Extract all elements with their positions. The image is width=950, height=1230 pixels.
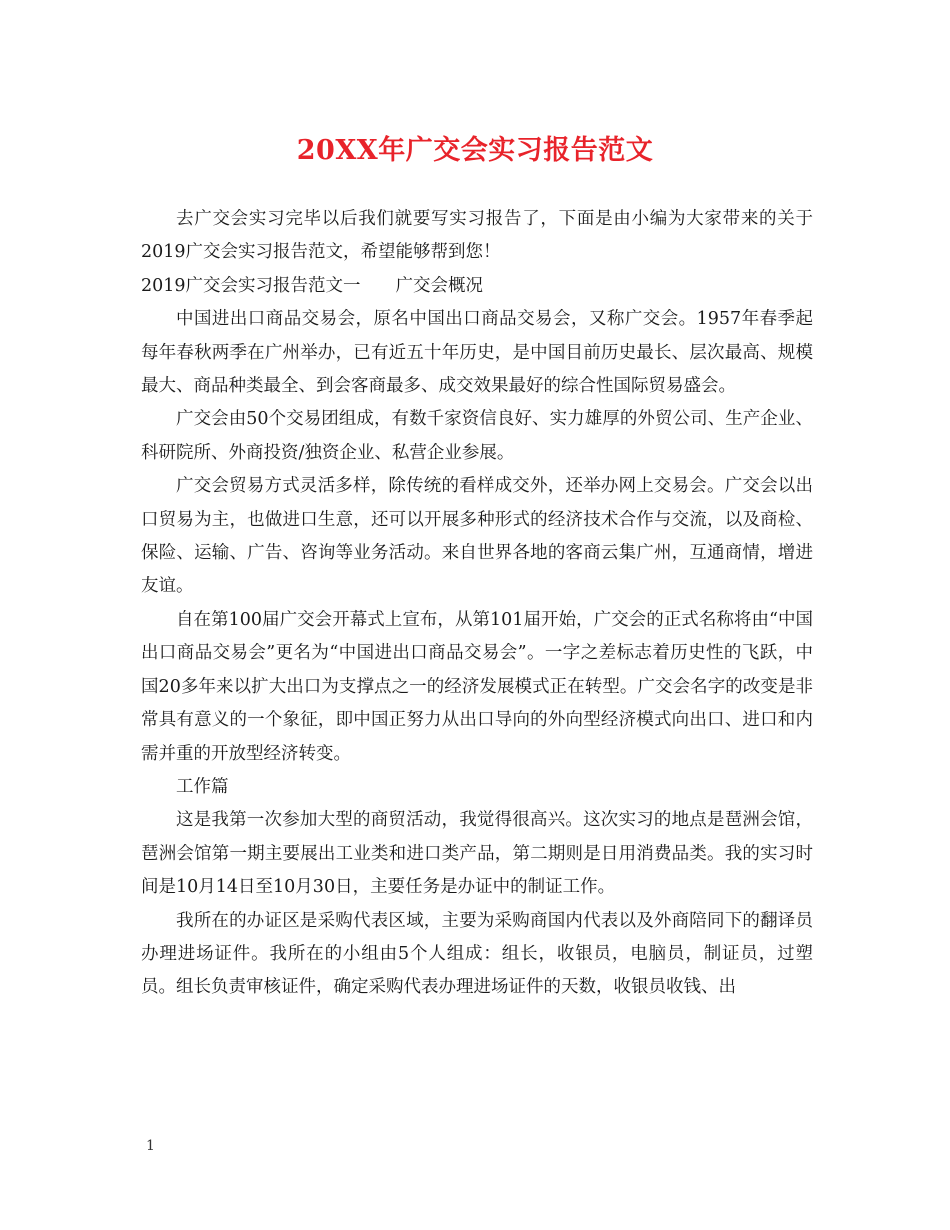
document-title: 20XX年广交会实习报告范文 <box>296 135 654 166</box>
paragraph-overview: 中国进出口商品交易会，原名中国出口商品交易会，又称广交会。1957年春季起每年春秋两季在广州举办，已有近五十年历史，是中国目前历史最长、层次最高、规模最大、商品种类最全、到会客商最多、成交效果最好的综合性国际贸易盛会。 <box>141 309 813 397</box>
paragraph-intro: 去广交会实习完毕以后我们就要写实习报告了，下面是由小编为大家带来的关于2019广交会实习报告范文，希望能够帮到您！ <box>141 209 813 263</box>
section-heading: 2019广交会实习报告范文一 广交会概况 <box>141 275 484 296</box>
document-body <box>141 203 813 1005</box>
work-section-heading: 工作篇 <box>176 776 229 797</box>
paragraph-work-team: 我所在的办证区是采购代表区域，主要为采购商国内代表以及外商陪同下的翻译员办理进场证件。我所在的小组由5个人组成：组长，收银员，电脑员，制证员，过塑员。组长负责审核证件，确定采购代表办理进场证件的天数，收银员收钱、出 <box>141 910 813 998</box>
paragraph-name-change: 自在第100届广交会开幕式上宣布，从第101届开始，广交会的正式名称将由“中国出口商品交易会”更名为“中国进出口商品交易会”。一字之差标志着历史性的飞跃，中国20多年来以扩大出口为支撑点之一的经济发展模式正在转型。广交会名字的改变是非常具有意义的一个象征，即中国正努力从出口导向的外向型经济模式向出口、进口和内需并重的开放型经济转变。 <box>141 609 813 764</box>
paragraph-exhibitors: 广交会由50个交易团组成，有数千家资信良好、实力雄厚的外贸公司、生产企业、科研院所、外商投资/独资企业、私营企业参展。 <box>141 409 813 463</box>
paragraph-work-intro: 这是我第一次参加大型的商贸活动，我觉得很高兴。这次实习的地点是琶洲会馆，琶洲会馆第一期主要展出工业类和进口类产品，第二期则是日用消费品类。我的实习时间是10月14日至10月30日，主要任务是办证中的制证工作。 <box>141 810 813 898</box>
paragraph-trade-methods: 广交会贸易方式灵活多样，除传统的看样成交外，还举办网上交易会。广交会以出口贸易为主，也做进口生意，还可以开展多种形式的经济技术合作与交流，以及商检、保险、运输、广告、咨询等业务活动。来自世界各地的客商云集广州，互通商情，增进友谊。 <box>141 476 813 597</box>
page-number: 1 <box>146 1138 155 1154</box>
